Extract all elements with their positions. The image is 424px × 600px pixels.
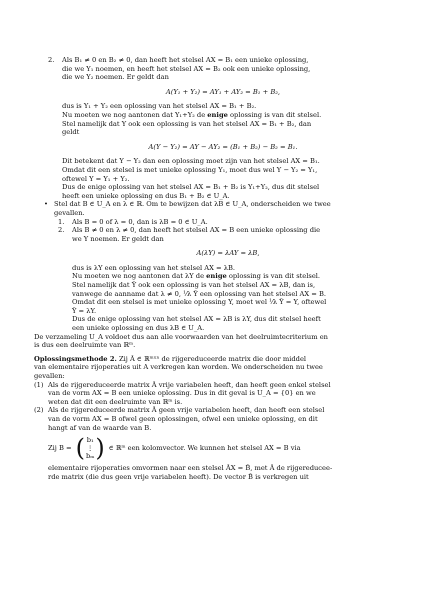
text-span: oplossing is van dit stelsel.	[227, 110, 322, 119]
left-paren-icon: (	[75, 434, 86, 463]
text-span: Nu moeten we nog aantonen dat λY de	[72, 272, 207, 281]
vector-entry: b₁	[86, 436, 94, 445]
text-line	[72, 272, 384, 281]
text-line: Als B₁ ≠ 0 en B₂ ≠ 0, dan heeft het stelsel AX = B₁ een unieke oplossing,	[62, 56, 309, 64]
text-line: Als de rijgereduceerde matrix Â geen vrije variabelen heeft, dan heeft een stelsel	[48, 406, 325, 415]
text-line: we Y noemen. Er geldt dan	[72, 234, 164, 243]
text-line: van elementaire rijoperaties uit A verkregen kan worden. We onderscheiden nu twee	[34, 363, 323, 372]
text-line: rde matrix (die dus geen vrije variabelen heeft). De vector B̂ is verkregen uit	[48, 472, 309, 481]
equation: A(Y − Y₂) = AY − AY₂ = (B₁ + B₂) − B₂ = B₁.	[148, 142, 298, 151]
text-span: Nu moeten we nog aantonen dat Y₁+Y₂ de	[62, 110, 208, 119]
text-line: elementaire rijoperaties omvormen naar een stelsel ÂX = B̂, met Â de rijgereducee-	[48, 464, 333, 473]
text-line: van de vorm AX = B ofwel geen oplossingen, ofwel een unieke oplossing, en dit	[48, 414, 318, 423]
text-line: Stel namelijk dat Y ook een oplossing is van het stelsel AX = B₁ + B₂, dan	[62, 119, 312, 128]
text-line: Dus de enige oplossing van het stelsel AX = λB is λY, dus dit stelsel heeft	[72, 315, 321, 324]
item-number: 2.	[58, 226, 65, 235]
text-line: Dit betekent dat Y − Y₂ dan een oplossing moet zijn van het stelsel AX = B₁.	[62, 157, 320, 166]
method-2-paragraph	[34, 355, 384, 482]
text-line: Omdat dit een stelsel is met unieke oplossing Y₁, moet dus wel Y − Y₂ = Y₁,	[62, 165, 318, 174]
text-line: is dus een deelruimte van ℝᵐ.	[34, 341, 136, 350]
equation: A(λY) = λAY = λB,	[196, 249, 260, 258]
text-line: een unieke oplossing en dus λB ∈ U_A.	[72, 324, 205, 333]
vector-entry: bₘ	[86, 452, 95, 461]
text-line: Stel namelijk dat Ỹ ook een oplossing is van het stelsel AX = λB, dan is,	[72, 281, 316, 290]
case-1	[34, 381, 384, 407]
text-span: Zij B =	[48, 443, 72, 452]
text-line: die we Y₂ noemen. Er geldt dan	[62, 73, 169, 82]
text-span: oplossing is van dit stelsel.	[226, 272, 321, 281]
text-line: hangt af van de waarde van B.	[48, 423, 152, 432]
equation: A(Y₁ + Y₂) = AY₁ + AY₂ = B₁ + B₂,	[165, 87, 281, 96]
text-line: heeft een unieke oplossing en dus B₁ + B₂ ∈ U_A.	[62, 191, 230, 200]
text-line	[34, 355, 384, 364]
case-number: (2)	[34, 406, 44, 415]
text-line: vanwege de aanname dat λ ≠ 0, ¹⁄λ Ỹ een oplossing van het stelsel AX = B.	[72, 289, 327, 298]
text-line: geldt	[62, 128, 80, 137]
item-number: 1.	[58, 217, 65, 226]
text-line: gevallen:	[34, 372, 65, 380]
sub-item-2	[58, 226, 384, 333]
emphasis-text: enige	[206, 272, 227, 281]
sub-item-1	[58, 218, 384, 227]
text-span: ∈ ℝᵐ een kolomvector. We kunnen het stelsel AX = B via	[108, 443, 301, 452]
text-line: De verzameling U_A voldoet dus aan alle voorwaarden van het deelruimtecriterium en	[34, 332, 328, 341]
text-line: dus is Y₁ + Y₂ een oplossing van het stelsel AX = B₁ + B₂.	[62, 102, 257, 111]
item-number: 2.	[48, 56, 55, 64]
text-line: dus is λY een oplossing van het stelsel AX = λB.	[72, 263, 236, 272]
right-paren-icon: )	[95, 434, 105, 463]
text-line: weten dat dit een deelruimte van ℝᵐ is.	[48, 397, 183, 406]
case-number: (1)	[34, 380, 44, 389]
column-vector-line	[48, 434, 384, 463]
text-line: Als de rijgereduceerde matrix Â vrije variabelen heeft, dan heeft geen enkel stelsel	[48, 380, 331, 389]
vector-entries	[85, 436, 95, 460]
emphasis-text: enige	[207, 110, 228, 119]
section-title: Oplossingsmethode 2.	[34, 354, 117, 363]
text-line: Dus de enige oplossing van het stelsel AX = B₁ + B₂ is Y₁+Y₂, dus dit stelsel	[62, 183, 320, 192]
text-line: oftewel Y = Y₁ + Y₂.	[62, 174, 130, 183]
document-page	[34, 56, 384, 481]
column-vector	[75, 434, 105, 463]
conclusion-paragraph	[34, 333, 384, 350]
vector-entry: ⋮	[86, 444, 94, 453]
text-line	[62, 111, 384, 120]
text-line: Ỹ = λY.	[72, 306, 97, 315]
text-line: Als B ≠ 0 en λ ≠ 0, dan heeft het stelsel AX = B een unieke oplossing die	[72, 226, 321, 235]
bullet-symbol: •	[44, 200, 48, 209]
text-line: gevallen.	[54, 208, 85, 217]
text-span: Zij Â ∈ ℝᵐˣⁿ de rijgereduceerde matrix die door middel	[116, 354, 307, 363]
case-2	[34, 406, 384, 481]
text-line: van de vorm AX = B een unieke oplossing. Dus in dit geval is U_A = {0} en we	[48, 389, 316, 398]
text-line: Omdat dit een stelsel is met unieke oplossing Y, moet wel ¹⁄λ Ỹ = Y, oftewel	[72, 298, 327, 307]
text-line: Stel dat B ∈ U_A en λ ∈ ℝ. Om te bewijzen dat λB ∈ U_A, onderscheiden we twee	[54, 200, 331, 209]
list-item-2	[48, 56, 384, 200]
bullet-item	[44, 200, 384, 332]
text-line: die we Y₁ noemen, en heeft het stelsel AX = B₂ ook een unieke oplossing,	[62, 64, 311, 73]
text-line: Als B = 0 of λ = 0, dan is λB = 0 ∈ U_A.	[72, 217, 208, 226]
